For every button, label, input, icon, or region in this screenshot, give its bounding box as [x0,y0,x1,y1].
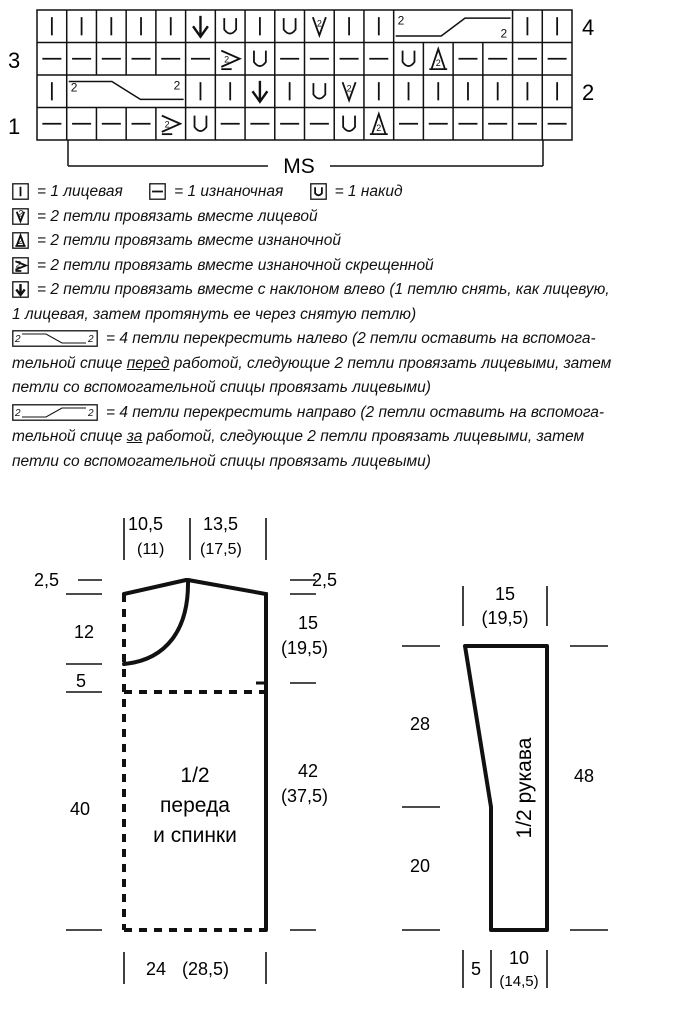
dim-body-lower: 40 [70,799,91,819]
body-label-3: и спинки [153,824,237,847]
dim-top-left-alt: (11) [137,541,165,558]
legend-row-p2tog-tbl [12,254,688,279]
dim-armhole-extra: 5 [76,671,87,691]
svg-text:2: 2 [88,334,94,346]
sleeve-top-width-alt: (19,5) [481,608,529,628]
legend-knit: = 1 лицевая [37,183,123,200]
sleeve-total-length: 48 [574,766,595,786]
dim-top-right-alt: (17,5) [200,541,242,558]
sleeve-upper-length: 28 [410,714,431,734]
legend-yo: = 1 накид [334,183,403,200]
svg-text:2: 2 [500,26,508,41]
dim-shoulder-left: 2,5 [34,570,60,590]
dim-bottom-alt: (28,5) [182,959,230,979]
legend-row-left-dec [12,278,688,303]
dim-armhole-alt: (19,5) [281,638,329,658]
body-shoulder-left [124,580,186,594]
p2tog-tbl-symbol-icon [12,257,29,274]
legend-row-cross-right-3 [12,450,688,475]
chart-cell-yo [284,18,296,33]
svg-text:2: 2 [173,78,181,93]
knit-symbol-icon [12,183,29,200]
svg-text:2: 2 [17,208,24,219]
legend-k2tog: = 2 петли провязать вместе лицевой [37,207,318,225]
svg-text:2: 2 [17,236,24,247]
sleeve-label: 1/2 рукава [513,737,536,839]
p2tog-symbol-icon [12,232,29,249]
chart-cell-k2tog [343,82,356,100]
legend-row-basic [12,180,688,205]
row-number-1: 1 [8,114,21,139]
dim-armhole: 15 [298,613,319,633]
legend-cross-right-line3: петли со вспомогательной спицы провязать лицевыми) [12,452,431,470]
dim-side-alt: (37,5) [281,786,329,806]
legend-row-cross-left-3 [12,376,688,401]
svg-text:2: 2 [88,407,94,419]
svg-text:2: 2 [70,80,78,95]
svg-text:2: 2 [224,54,230,65]
legend-cross-right-line1: = 4 петли перекрестить направо (2 петли оставить на вспомога- [106,403,605,421]
sleeve-top-width: 15 [494,584,516,604]
chart-cell-left_dec [252,81,267,102]
legend-left-dec-line1: = 2 петли провязать вместе с наклоном влево (1 петлю снять, как лицевую, [37,281,610,298]
legend-cross-left-emph: перед [126,354,170,372]
legend-purl: = 1 изнаночная [174,183,284,200]
left-decrease-symbol-icon [12,281,29,298]
chart-cell-p2tog_tbl [162,116,180,135]
svg-text:2: 2 [15,407,21,419]
legend-row-cross-left-2 [12,352,688,377]
dim-top-right: 13,5 [203,514,239,534]
purl-symbol-icon [149,183,166,200]
legend-cross-right-emph: за [126,428,143,445]
legend-cross-left-line3: петли со вспомогательной спицы провязать лицевыми) [12,379,431,396]
body-label-1: 1/2 [180,764,210,787]
chart-cell-yo [254,51,266,66]
dim-side: 42 [298,761,319,781]
symbol-legend [12,180,688,474]
svg-text:2: 2 [15,334,21,346]
legend-row-left-dec-cont [12,303,688,328]
dim-bottom: 24 [146,959,167,979]
chart-cell-p2tog [429,49,447,69]
row-number-3: 3 [8,48,21,73]
svg-text:2: 2 [397,13,405,28]
row-number-2: 2 [582,80,595,105]
legend-p2tog-tbl: = 2 петли провязать вместе изнаночной скрещенной [37,256,434,274]
chart-cell-p2tog_tbl [221,51,239,70]
chart-cell-yo [403,51,415,66]
svg-text:2: 2 [376,122,382,133]
legend-row-cross-left [12,327,688,352]
chart-cell-yo [224,18,236,33]
ms-label: MS [283,155,315,178]
legend-cross-right-line2b: работой, следующие 2 петли провязать лицевыми, затем [146,428,585,445]
cable-cross-right-symbol-icon [12,404,98,421]
stitch-chart [37,10,572,140]
dim-top-left: 10,5 [128,514,164,534]
svg-text:2: 2 [316,18,322,29]
cable-cross-right-cell [396,14,511,41]
chart-cell-yo [195,116,207,131]
legend-left-dec-line2: 1 лицевая, затем протянуть ее через снятую петлю) [12,305,417,323]
body-schematic [34,514,337,984]
svg-text:2: 2 [435,57,441,68]
yarn-over-symbol-icon [310,183,327,200]
dim-neck-depth: 12 [74,622,95,642]
dim-shoulder-right: 2,5 [312,570,338,590]
chart-grid [37,10,572,140]
legend-cross-right-line2a: тельной спице [12,428,123,445]
body-outline-solid [188,580,266,930]
legend-row-k2tog [12,205,688,230]
legend-row-p2tog [12,229,688,254]
legend-cross-left-line1: = 4 петли перекрестить налево (2 петли оставить на вспомога- [106,330,596,347]
sleeve-cuff-a: 5 [471,959,482,979]
cable-cross-left-cell [69,79,184,100]
chart-cell-left_dec [193,16,208,37]
cable-cross-left-symbol-icon [12,330,98,347]
sleeve-lower-length: 20 [410,856,431,876]
chart-cell-k2tog [313,17,326,35]
legend-cross-left-line2b: работой, следующие 2 петли провязать лицевыми, затем [173,354,612,372]
legend-cross-left-line2a: тельной спице [12,354,123,372]
svg-text:2: 2 [164,119,170,130]
row-number-4: 4 [582,15,595,40]
svg-text:2: 2 [346,83,352,94]
chart-cell-yo [343,116,355,131]
chart-cell-p2tog [370,114,388,134]
legend-p2tog: = 2 петли провязать вместе изнаночной [37,232,341,249]
body-label-2: переда [160,794,230,817]
sleeve-cuff-b: 10 [508,948,530,968]
sleeve-schematic [402,584,608,990]
sleeve-cuff-b-alt: (14,5) [499,973,539,990]
legend-row-cross-right [12,401,688,426]
legend-row-cross-right-2 [12,425,688,450]
k2tog-symbol-icon [12,208,29,225]
svg-text:2: 2 [15,259,21,270]
chart-cell-yo [313,83,325,98]
